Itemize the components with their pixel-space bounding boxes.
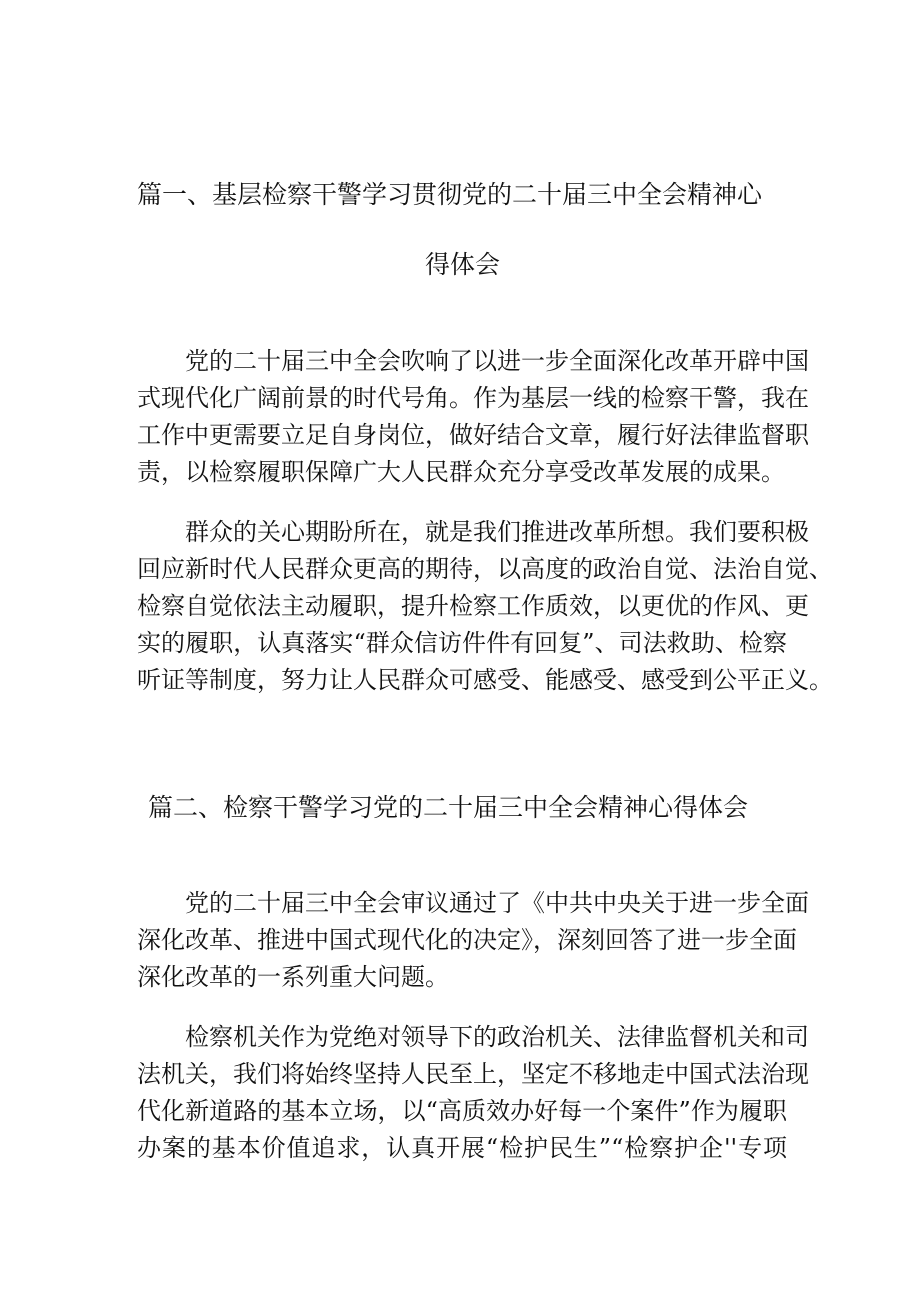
s1-p2-line1: 群众的关心期盼所在，就是我们推进改革所想。我们要积极 [185,518,809,546]
s2-p2-line1: 检察机关作为党绝对领导下的政治机关、法律监督机关和司 [185,1023,809,1051]
s1-p1-line4: 责，以检察履职保障广大人民群众充分享受改革发展的成果。 [137,458,785,486]
section1-title-line2: 得体会 [425,250,501,279]
s2-p2-line2: 法机关，我们将始终坚持人民至上，坚定不移地走中国式法治现 [137,1060,809,1088]
section2-title: 篇二、检察干警学习党的二十届三中全会精神心得体会 [148,793,749,822]
s2-p1-line2: 深化改革、推进中国式现代化的决定》，深刻回答了进一步全面 [137,926,797,954]
s2-p1-line1: 党的二十届三中全会审议通过了《中共中央关于进一步全面 [185,889,809,917]
s1-p2-line2: 回应新时代人民群众更高的期待，以高度的政治自觉、法治自觉、 [137,555,833,583]
s2-p2-line4: 办案的基本价值追求，认真开展“检护民生”“检察护企''专项 [137,1134,787,1162]
s2-p2-line3: 代化新道路的基本立场，以“高质效办好每一个案件”作为履职 [137,1097,787,1125]
s1-p2-line3: 检察自觉依法主动履职，提升检察工作质效，以更优的作风、更 [137,592,809,620]
s1-p1-line2: 式现代化广阔前景的时代号角。作为基层一线的检察干警，我在 [137,384,809,412]
s2-p1-line3: 深化改革的一系列重大问题。 [137,963,449,991]
s1-p1-line3: 工作中更需要立足自身岗位，做好结合文章，履行好法律监督职 [137,421,809,449]
s1-p1-line1: 党的二十届三中全会吹响了以进一步全面深化改革开辟中国 [185,347,809,375]
s1-p2-line4: 实的履职，认真落实“群众信访件件有回复”、司法救助、检察 [137,629,787,657]
section1-title-line1: 篇一、基层检察干警学习贯彻党的二十届三中全会精神心 [137,180,763,209]
s1-p2-line5: 听证等制度，努力让人民群众可感受、能感受、感受到公平正义。 [137,666,833,694]
